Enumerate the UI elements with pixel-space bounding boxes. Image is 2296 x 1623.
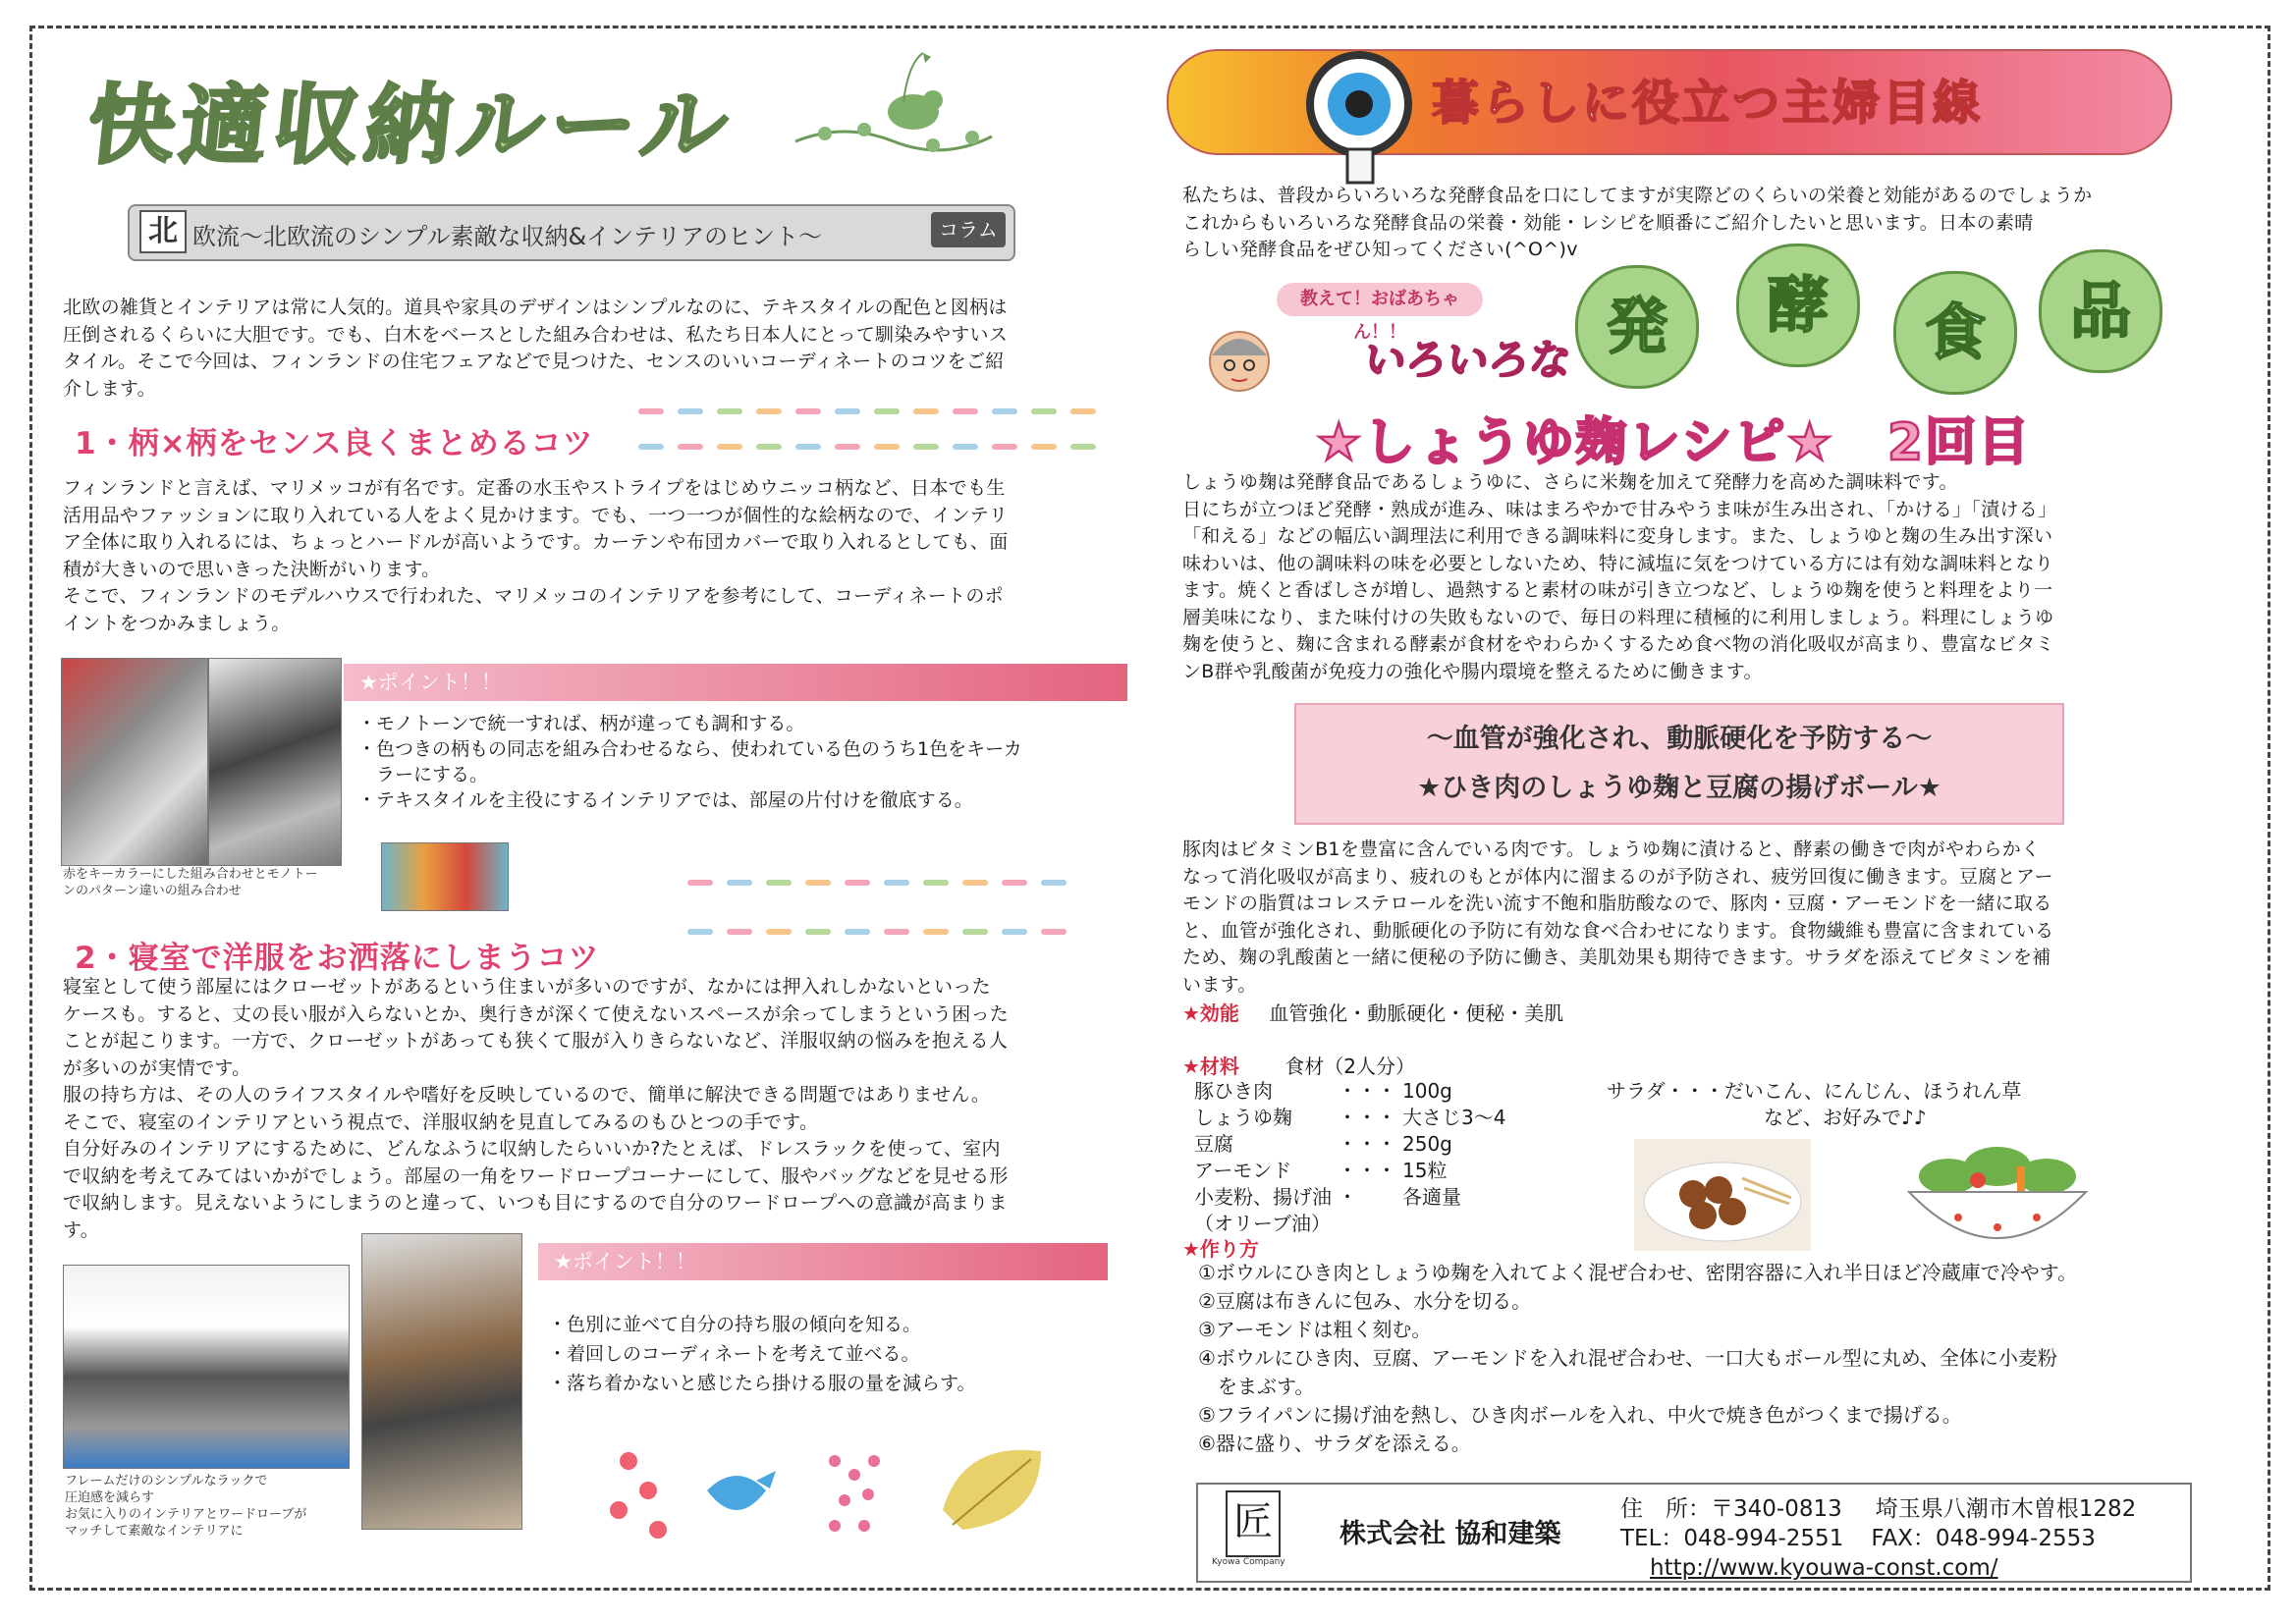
- subtitle-kanji: 北: [139, 210, 187, 253]
- point-item: ・テキスタイルを主役にするインテリアでは、部屋の片付けを徹底する。: [357, 789, 973, 811]
- oshiete-label: 教えて！おばあちゃん！！: [1277, 283, 1483, 316]
- effect-label: ★効能: [1182, 1001, 1239, 1025]
- effect-row: [1182, 998, 1563, 1026]
- section1-heading: 1・柄×柄をセンス良くまとめるコツ: [75, 426, 594, 461]
- dot-divider: [638, 408, 1096, 414]
- left-intro: 北欧の雑貨とインテリアは常に人気的。道具や家具のデザインはシンプルなのに、テキスタイルの配色と図柄は 圧倒されるくらいに大胆です。でも、白木をベースとした組み合わせは、私たち日本人にとって馴染みやすいス タイル。そこで今回は、フィンランドの住宅フェアなどで見つけた、センスのいいコーディネートのコツをご紹 介します。: [63, 297, 1009, 400]
- bird-flower-icon: [589, 1432, 1080, 1549]
- bird-vine-icon: [786, 43, 1002, 171]
- salad-note: [1607, 1078, 2021, 1131]
- hakko-char: 発: [1575, 265, 1699, 389]
- ingredient-dots: ・・・: [1338, 1159, 1396, 1182]
- point-item: ・色つきの柄もの同志を組み合わせるなら、使われている色のうち1色をキーカ ラーにする。: [357, 738, 1022, 785]
- ingredient-dots: ・・・: [1338, 1106, 1396, 1129]
- flower-photo: [381, 842, 509, 911]
- fax: FAX：048-994-2553: [1871, 1526, 2096, 1551]
- dot-divider: [687, 929, 1066, 935]
- ingredient-row: [1194, 1105, 1511, 1131]
- ingredient-row: [1194, 1131, 1511, 1158]
- bedroom-photo-red: [61, 658, 208, 866]
- ingredient-qty: 大さじ3～4: [1402, 1106, 1506, 1129]
- dot-divider: [638, 444, 1096, 450]
- company-contact: [1620, 1494, 2136, 1583]
- ingredient-row: [1194, 1078, 1511, 1105]
- point-item: ・色別に並べて自分の持ち服の傾向を知る。: [548, 1314, 922, 1335]
- ingredient-dots: [1338, 1211, 1402, 1237]
- salad-line2: など、お好みで♪♪: [1764, 1106, 1927, 1129]
- salad-line: サラダ・・・だいこん、にんじん、ほうれん草: [1607, 1079, 2022, 1103]
- postal-code: 〒340-0813: [1711, 1496, 1842, 1522]
- iroiro-label: いろいろな: [1361, 336, 1575, 384]
- company-url[interactable]: http://www.kyouwa-const.com/: [1650, 1555, 1998, 1581]
- ingredient-dots: ・・・: [1338, 1132, 1396, 1156]
- section2-body: 寝室として使う部屋にはクローゼットがあるという住まいが多いのですが、なかには押入れしかないといった ケースも。すると、丈の長い服が入らないとか、奥行きが深くて使えないスペースが余ってしまうという困った ことが起こります。一方で、クローゼットがあっても狭くて服が入りきらないなど、洋服収納の悩みを抱える人 が多いのが実情です。 服の持ち方は、その人のライフスタイルや嗜好を反映しているので、簡単に解決できる問題ではありません。 そこで、寝室のインテリアという視点で、洋服収納を見直してみるのもひとつの手です。 自分好みのインテリアにするために、どんなふうに収納したらいいか?たとえば、ドレスラックを使って、室内 で収納を考えてみてはいかがでしょう。部屋の一角をワードロープコーナーにして、服やバッグなどを見せる形 で収納します。見えないようにしまうのと違って、いつも目にするので自分のワードロープへの意識が高まりま す。: [63, 976, 1010, 1241]
- bedroom-photo-mono: [208, 658, 342, 866]
- ingredient-name: （オリーブ油）: [1194, 1212, 1331, 1235]
- steps-list: [1198, 1259, 2200, 1458]
- ingredient-dots: ・・・: [1338, 1079, 1396, 1103]
- step-item: ⑥器に盛り、サラダを添える。: [1198, 1432, 1471, 1455]
- hakko-char: 酵: [1736, 243, 1860, 367]
- step-item: ①ボウルにひき肉としょうゆ麹を入れてよく混ぜ合わせ、密閉容器に入れ半日ほど冷蔵庫で冷やす。: [1198, 1261, 2078, 1284]
- ingredient-qty: 15粒: [1402, 1159, 1448, 1182]
- company-logo-sub: Kyowa Company: [1212, 1557, 1285, 1567]
- tel: TEL：048-994-2551: [1620, 1526, 1844, 1551]
- step-item: をまぶす。: [1198, 1375, 1315, 1398]
- salad-bowl-icon: [1899, 1137, 2096, 1253]
- ingredient-qty: 100g: [1402, 1079, 1452, 1103]
- ingredient-row: [1194, 1158, 1511, 1184]
- section1-points: [357, 711, 1123, 813]
- section2-points: [548, 1310, 1098, 1398]
- ingredient-name: アーモンド: [1194, 1159, 1292, 1182]
- ingredient-row: [1194, 1184, 1511, 1211]
- section2-point-label: ★ポイント！！: [538, 1243, 1108, 1280]
- point-item: ・落ち着かないと感じたら掛ける服の量を減らす。: [548, 1373, 976, 1394]
- koji-description: しょうゆ麹は発酵食品であるしょうゆに、さらに米麹を加えて発酵力を高めた調味料です。 日にちが立つほど発酵・熟成が進み、味はまろやかで甘みやうま味が生み出され、「かける」「漬ける」 「和える」などの幅広い調理法に利用できる調味料に変身します。また、しょうゆと麹の生み出す深い 味わいは、他の調味料の味を必要としないため、特に減塩に気をつけている方には有効な調味料となり ます。焼くと香ばしさが増し、過熱すると素材の味が引き立つなど、しょうゆ麹を使うと料理をより一 層美味になり、また味付けの失敗もないので、毎日の料理に積極的に利用しましょう。料理にしょうゆ 麹を使うと、麹に含まれる酵素が食材をやわらかくするため食べ物の消化吸収が高まり、豊富なビタミ ンB群や乳酸菌が免疫力の強化や腸内環境を整えるために働きます。: [1182, 471, 2057, 682]
- room-photo: [361, 1233, 522, 1530]
- recipe-name-box: [1294, 703, 2064, 825]
- subtitle-text: 欧流～北欧流のシンプル素敵な収納&インテリアのヒント～: [192, 223, 823, 250]
- magnifier-eye-icon: [1294, 47, 1432, 185]
- address-label: 住 所：: [1620, 1496, 1711, 1522]
- recipe-title: ★しょうゆ麹レシピ★ 2回目: [1316, 413, 2032, 472]
- column-badge: コラム: [931, 212, 1006, 247]
- ingredient-qty: 各適量: [1402, 1185, 1461, 1209]
- section1-caption: 赤をキーカラーにした組み合わせとモノトー ンのパターン違いの組み合わせ: [63, 867, 318, 898]
- company-name: 株式会社 協和建築: [1339, 1519, 1561, 1549]
- step-item: ④ボウルにひき肉、豆腐、アーモンドを入れ混ぜ合わせ、一口大もボール型に丸め、全体に小麦粉: [1198, 1346, 2057, 1370]
- hakko-char: 食: [1893, 271, 2017, 395]
- ingredients-heading: [1182, 1051, 1415, 1079]
- section1-body: フィンランドと言えば、マリメッコが有名です。定番の水玉やストライプをはじめウニッコ柄など、日本でも生 活用品やファッションに取り入れている人をよく見かけます。でも、一つ一つが個性的な絵柄なので、インテリ ア全体に取り入れるには、ちょっとハードルが高いようです。カーテンや布団カバーで取り入れるとしても、面 積が大きいので思いきった決断がいります。 そこで、フィンランドのモデルハウスで行われた、マリメッコのインテリアを参考にして、コーディネートのポ イントをつかみましょう。: [63, 477, 1009, 634]
- recipe-subtitle: ～血管が強化され、動脈硬化を予防する～: [1426, 724, 1933, 754]
- ingredient-name: 豚ひき肉: [1194, 1079, 1273, 1103]
- ingredient-dots: ・: [1338, 1185, 1357, 1209]
- step-item: ③アーモンドは粗く刻む。: [1198, 1318, 1432, 1341]
- pork-description: 豚肉はビタミンB1を豊富に含んでいる肉です。しょうゆ麹に漬けると、酵素の働きで肉がやわらかく なって消化吸収が高まり、疲れのもとが体内に溜まるのが予防され、疲労回復に働きます。豆腐とアー モンドの脂質はコレステロールを洗い流す不飽和脂肪酸なので、豚肉・豆腐・アーモンドを一緒に取る と、血管が強化され、動脈硬化の予防に有効な食べ合わせになります。食物繊維も豊富に含まれている ため、麹の乳酸菌と一緒に便秘の予防に働き、美肌効果も期待できます。サラダを添えてビタミンを補 います。: [1182, 839, 2054, 996]
- ingredient-qty: [1402, 1211, 1511, 1237]
- section2-caption: フレームだけのシンプルなラックで 圧迫感を減らす お気に入りのインテリアとワードローブが マッチして素敵なインテリアに: [65, 1474, 307, 1539]
- section2-heading: 2・寝室で洋服をお洒落にしまうコツ: [75, 941, 600, 976]
- ingredients-table: [1194, 1078, 1511, 1237]
- recipe-name: ★ひき肉のしょうゆ麹と豆腐の揚げボール★: [1417, 773, 1941, 803]
- step-item: ⑤フライパンに揚げ油を熱し、ひき肉ボールを入れ、中火で焼き色がつくまで揚げる。: [1198, 1403, 1962, 1427]
- steps-heading: [1182, 1233, 1259, 1262]
- wardrobe-rack-photo: [63, 1265, 350, 1469]
- grandma-icon: [1200, 322, 1279, 405]
- company-logo: 匠: [1226, 1490, 1281, 1557]
- ingredient-name: 小麦粉、揚げ油: [1194, 1185, 1332, 1209]
- step-item: ②豆腐は布きんに包み、水分を切る。: [1198, 1289, 1532, 1313]
- meatball-dish-icon: [1634, 1139, 1811, 1251]
- address: 埼玉県八潮市木曽根1282: [1875, 1496, 2137, 1522]
- ingredient-name: 豆腐: [1194, 1132, 1233, 1156]
- left-title: 快適収納ルール: [82, 75, 738, 176]
- ingredient-name: しょうゆ麹: [1194, 1106, 1292, 1129]
- point-item: ・モノトーンで統一すれば、柄が違っても調和する。: [357, 713, 805, 734]
- dot-divider: [687, 880, 1066, 886]
- ingredient-qty: 250g: [1402, 1132, 1452, 1156]
- right-intro: 私たちは、普段からいろいろな発酵食品を口にしてますが実際どのくらいの栄養と効能があるのでしょうか これからもいろいろな発酵食品の栄養・効能・レシピを順番にご紹介したいと思います。日本の素晴 らしい発酵食品をぜひ知ってください(^O^)v: [1182, 185, 2093, 260]
- section1-point-label: ★ポイント！！: [344, 664, 1127, 701]
- steps-label: ★作り方: [1182, 1237, 1259, 1261]
- ingredients-label: ★材料: [1182, 1055, 1239, 1078]
- hakko-char: 品: [2039, 249, 2162, 373]
- ingredients-header: 食材（2人分）: [1285, 1055, 1416, 1078]
- point-item: ・着回しのコーディネートを考えて並べる。: [548, 1343, 920, 1365]
- right-banner-title: 暮らしに役立つ主婦目線: [1432, 76, 1984, 131]
- effect-value: 血管強化・動脈硬化・便秘・美肌: [1269, 1001, 1564, 1025]
